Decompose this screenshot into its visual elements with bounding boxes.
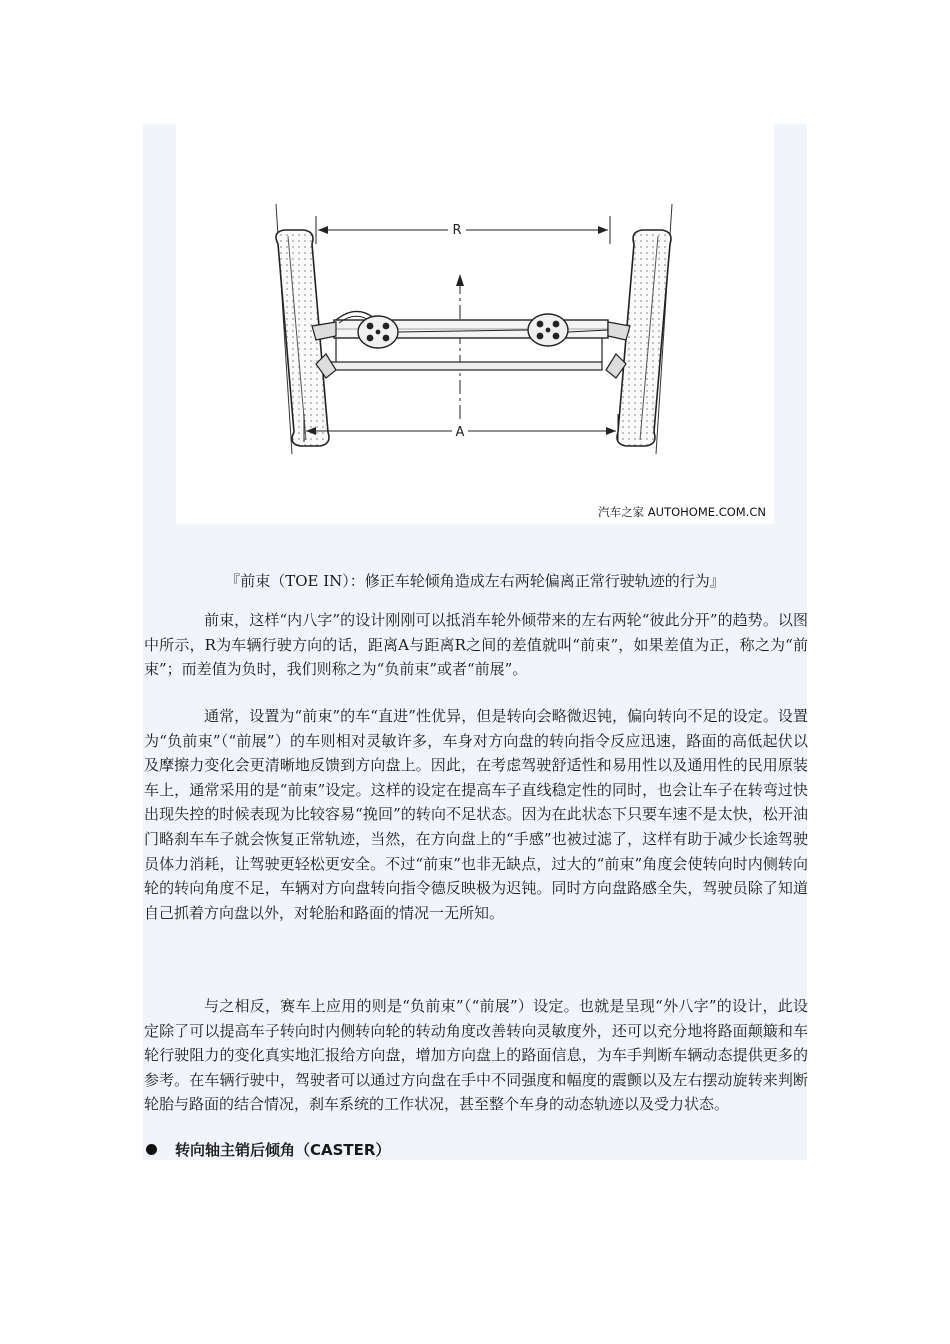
paragraph-toe-out-racing: 与之相反，赛车上应用的则是“负前束”（“前展”）设定。也就是呈现“外八字”的设计，此设定除了可以提高车子转向时内侧转向轮的转动角度改善转向灵敏度外，还可以充分地将路面颠簸和车轮行驶阻力的变化真实地汇报给方向盘，增加方向盘上的路面信息，为车手判断车辆动态提供更多的参考。在车辆行驶中，驾驶者可以通过方向盘在手中不同强度和幅度的震颤以及左右摆动旋转来判断轮胎与路面的结合情况，刹车系统的工作状况，甚至整个车身的动态轨迹以及受力状态。 bbox=[144, 997, 808, 1114]
r-dimension bbox=[318, 226, 608, 234]
figure-caption: 『前束（TOE IN）：修正车轮倾角造成左右两轮偏离正常行驶轨迹的行为』 bbox=[225, 572, 725, 590]
a-label: A bbox=[455, 425, 465, 440]
axle-assembly bbox=[312, 311, 630, 378]
r-label: R bbox=[452, 223, 462, 238]
paragraph-toe-in-definition: 前束，这样“内八字”的设计刚刚可以抵消车轮外倾带来的左右两轮“彼此分开”的趋势。以图中所示，R为车辆行驶方向的话，距离A与距离R之间的差值就叫“前束”，如果差值为正，称之为“前束”；而差值为负时，我们则称之为“负前束”或者“前展”。 bbox=[144, 611, 808, 679]
paragraph-toe-in-effects: 通常，设置为“前束”的车“直进”性优异，但是转向会略微迟钝，偏向转向不足的设定。设置为“负前束”（“前展”）的车则相对灵敏许多，车身对方向盘的转向指令反应迅速，路面的高低起伏以及摩擦力变化会更清晰地反馈到方向盘上。因此，在考虑驾驶舒适性和易用性以及通用性的民用原装车上，通常采用的是“前束”设定。这样的设定在提高车子直线稳定性的同时，也会让车子在转弯过快出现失控的时候表现为比较容易“挽回”的转向不足状态。因为在此状态下只要车速不是太快，松开油门略刹车车子就会恢复正常轨迹，当然，在方向盘上的“手感”也被过滤了，这样有助于减少长途驾驶员体力消耗，让驾驶更轻松更安全。不过“前束”也非无缺点，过大的“前束”角度会使转向时内侧转向轮的转向角度不足，车辆对方向盘转向指令德反映极为迟钝。同时方向盘路感全失，驾驶员除了知道自己抓着方向盘以外，对轮胎和路面的情况一无所知。 bbox=[144, 707, 808, 922]
section-heading-caster bbox=[144, 1139, 808, 1161]
autohome-watermark: 汽车之家 AUTOHOME.COM.CN bbox=[598, 505, 766, 519]
toe-in-diagram bbox=[176, 124, 774, 524]
bullet-icon bbox=[146, 1144, 157, 1155]
driving-direction-arrow bbox=[456, 274, 464, 422]
section-heading-text: 转向轴主销后倾角（CASTER） bbox=[175, 1141, 391, 1159]
axle-illustration bbox=[176, 124, 774, 524]
